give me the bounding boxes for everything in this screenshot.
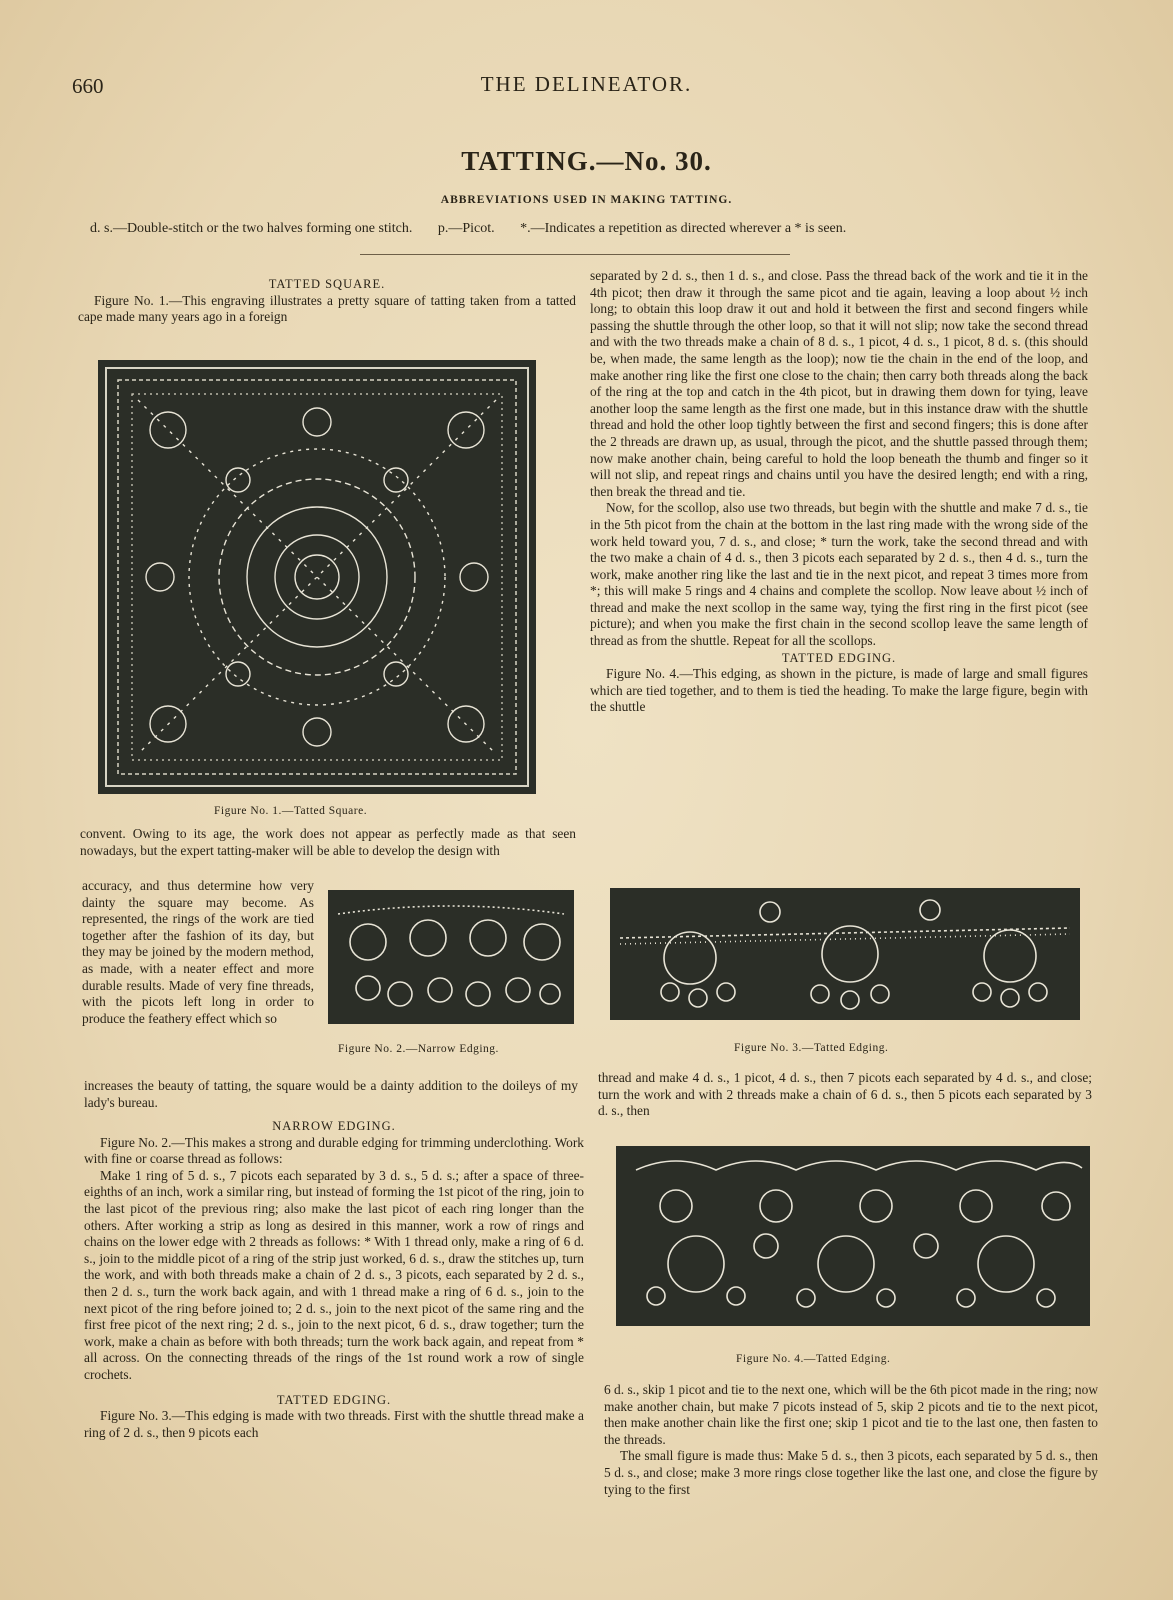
tatted-square-narrow-text: accuracy, and thus determine how very dainty the square may become. As represented, the rings of the work are tied together after the fashion of its day, but they may be joined by the modern method, as made, with a neater effect and more durable results. Made of very fine threads, with the picots left long in order to produce the feathery effect which so: [82, 878, 314, 1026]
narrow-edging-instructions: Make 1 ring of 5 d. s., 7 picots each separated by 3 d. s., 5 d. s.; after a space of three-eighths of an inch, work a similar ring, but instead of forming the 1st picot of the ring, join to the last picot of the previous ring; also make the last picot of each ring longer than the others. After working a strip as long as desired in this manner, work a row of rings and chains on the lower edge with 2 threads as follows: * With 1 thread only, make a ring of 6 d. s., join to the middle picot of a ring of the strip just worked, 6 d. s., draw the stitches up, turn the work, and with both threads make a chain of 2 d. s., 3 picots, each separated by 2 d. s., then 2 d. s., turn the work back again, and with 1 thread make a ring of 6 d. s., join to the next picot of the ring before joined to; 2 d. s., join to the next picot of the same ring and the first free picot of the next ring; 2 d. s., join to the next picot, 6 d. s., draw together; turn the work, make a chain as before with both threads; turn the work back again, and repeat from * all across. On the connecting threads of the rings of the 1st round work a row of single crochets.: [84, 1167, 584, 1382]
large-figure-instructions: thread and make 4 d. s., 1 picot, 4 d. s., then 7 picots each separated by 4 d. s., and close; turn the work and with 2 threads make a chain of 6 d. s., then 5 picots each separated by 3 d. s., then: [598, 1070, 1092, 1119]
tatted-edging-4-intro: Figure No. 4.—This edging, as shown in the picture, is made of large and small figures which are tied together, and to them is tied the heading. To make the large figure, begin with the shuttle: [590, 666, 1088, 715]
abbr-double-stitch: d. s.—Double-stitch or the two halves forming one stitch.: [90, 221, 413, 236]
figure-2-narrow-edging: [328, 890, 574, 1024]
figure-3-tatted-edging: [610, 888, 1080, 1020]
scollop-instructions: Now, for the scollop, also use two threads, but begin with the shuttle and make 7 d. s., tie in the 5th picot from the chain at the bottom in the last ring made with the wrong side of the work held toward you, 7 d. s., and close; * turn the work, take the second thread and with the two make a chain of 4 d. s., then 3 picots each separated by 2 d. s., then 4 d. s., turn the work, make another ring like the last and tie in the next picot, and repeat 3 times more from *; this will make 5 rings and 4 chains and complete the scollop. Now leave about ½ inch of thread and make the next scollop in the same way, tying the first ring in the first picot (see picture); and when you make the first chain in the second scollop leave the same length of thread as from the shuttle. Repeat for all the scollops.: [590, 500, 1088, 649]
left-column-top: [78, 276, 576, 326]
tatted-square-continued: convent. Owing to its age, the work does not appear as perfectly made as that seen nowadays, but the expert tatting-maker will be able to develop the design with: [80, 826, 576, 858]
section-heading-tatted-square: TATTED SQUARE.: [268, 277, 386, 291]
abbreviations-heading: ABBREVIATIONS USED IN MAKING TATTING.: [440, 194, 733, 206]
tatted-square-end: increases the beauty of tatting, the square would be a dainty addition to the doileys of my lady's bureau.: [84, 1078, 578, 1110]
narrow-edging-illustration: [328, 890, 574, 1024]
abbr-picot: p.—Picot.: [437, 221, 495, 236]
figure-2-caption: Figure No. 2.—Narrow Edging.: [338, 1043, 499, 1055]
left-continuation-bottom: [84, 1078, 578, 1111]
figure-1-caption: Figure No. 1.—Tatted Square.: [214, 805, 368, 817]
tatted-square-illustration: [98, 360, 536, 794]
figure-4-caption: Figure No. 4.—Tatted Edging.: [736, 1353, 891, 1365]
section-heading-narrow-edging: NARROW EDGING.: [272, 1119, 396, 1133]
title-rule: [360, 254, 790, 255]
tatted-square-intro: Figure No. 1.—This engraving illustrates a pretty square of tatting taken from a tatted cape made many years ago in a foreign: [78, 292, 576, 325]
figure-3-caption: Figure No. 3.—Tatted Edging.: [734, 1042, 889, 1054]
abbr-repetition: *.—Indicates a repetition as directed wherever a * is seen.: [520, 221, 847, 236]
figure-1-tatted-square: [98, 360, 536, 794]
article-title: TATTING.—No. 30.: [461, 146, 712, 176]
small-figure-instructions: The small figure is made thus: Make 5 d. s., then 3 picots, each separated by 5 d. s., then 5 d. s., and close; make 3 more rings close together like the last one, and close the figure by tying to the first: [604, 1448, 1098, 1497]
large-figure-continued: 6 d. s., skip 1 picot and tie to the next one, which will be the 6th picot made in the ring; now make another chain, but make 7 picots instead of 5, skip 2 picots and tie to the next picot, then make another chain like the first one; skip 1 picot and tie to the last one, then fasten to the threads.: [604, 1382, 1098, 1447]
abbreviations-line: [90, 221, 1090, 237]
left-continuation-top: [80, 826, 576, 859]
narrow-edging-intro: Figure No. 2.—This makes a strong and durable edging for trimming underclothing. Work with fine or coarse thread as follows:: [84, 1134, 584, 1167]
right-column-top: [590, 268, 1088, 716]
tatted-edging-3-intro: Figure No. 3.—This edging is made with two threads. First with the shuttle thread make a ring of 2 d. s., then 9 picots each: [84, 1408, 584, 1440]
tatted-edging-3-illustration: [610, 888, 1080, 1020]
left-column-narrow-edging: [84, 1118, 584, 1441]
section-heading-tatted-edging-3: TATTED EDGING.: [276, 1392, 392, 1407]
tatted-edging-4-illustration: [616, 1146, 1090, 1326]
page-number: 660: [72, 74, 104, 98]
section-heading-tatted-edging-4: TATTED EDGING.: [781, 650, 897, 665]
running-title: THE DELINEATOR.: [480, 72, 693, 96]
left-continuation-narrow: [82, 878, 314, 1027]
tatted-edging-3-instructions: separated by 2 d. s., then 1 d. s., and close. Pass the thread back of the work and tie it in the 4th picot; then draw it through the same picot and tie again, leaving a loop about ½ inch long; to obtain this loop draw it out and hold it between the first and second fingers while passing the shuttle through the other loop, so that it will not slip; now take the second thread and with the two threads make a chain of 8 d. s., 1 picot, 4 d. s., 1 picot, 8 d. s. (this should be, when made, the same length as the loop); now tie the chain in the end of the loop, and make another ring like the first one close to the chain; then carry both threads along the back of the ring at the top and catch in the 4th picot, but in drawing them down for tying, leave another loop the same length as the first one made, but in this instance draw with the shuttle thread and hold the other loop tightly between the first and second fingers; this is done after the 2 threads are drawn up, as usual, through the picot, and the shuttle passed through them; now make another chain, being careful to hold the loop beneath the thumb and finger so it will not slip, and repeat rings and chains until you have the desired length; end with a ring, then break the thread and tie.: [590, 268, 1088, 499]
right-column-bottom: [604, 1382, 1098, 1498]
figure-4-tatted-edging: [616, 1146, 1090, 1326]
right-continuation-mid: [598, 1070, 1092, 1120]
